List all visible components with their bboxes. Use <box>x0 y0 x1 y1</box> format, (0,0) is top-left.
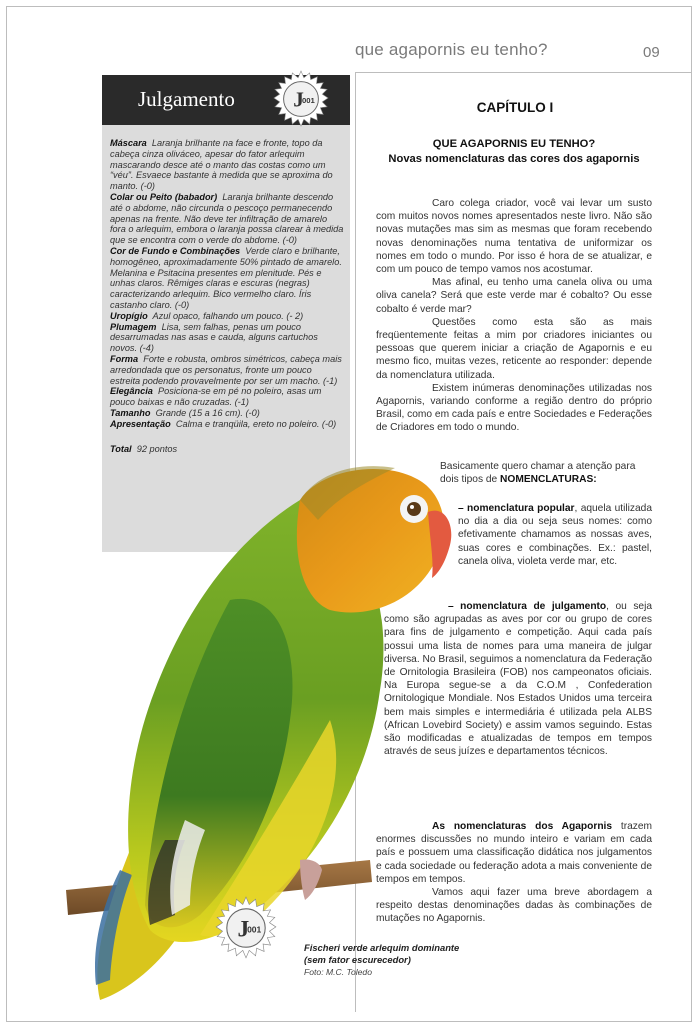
caption-line: Fischeri verde arlequim dominante <box>304 942 460 953</box>
bullet-popular: – nomenclatura popular, aquela utilizada no dia a dia ou seja seus nomes: como efetivamente chamamos as nossas aves, suas cores e combinações. Ex.: pastel, canela oliva, violeta verde mar, etc. <box>458 503 653 567</box>
photo-credit: Foto: M.C. Toledo <box>304 967 372 977</box>
photo-caption <box>304 942 459 978</box>
caption-line: (sem fator escurecedor) <box>304 954 411 965</box>
judging-item: Tamanho Grande (15 a 16 cm). (-0) <box>110 407 260 418</box>
judging-item: Colar ou Peito (babador) Laranja brilhante descendo até o abdome, não circunda o pescoço permanecendo apenas na frente. Não deve ter infiltração de amarelo fora o arlequim, embora o laranja possa clarear à medida que se encontra com o verde do abdome. (-0) <box>110 191 344 246</box>
paragraph: Caro colega criador, você vai levar um susto com muitos novos nomes apresentados neste livro. Não são novas mutações mas sim as mesmas que foram recebendo novas denominações numa tentativa de uniformizar os nomes em todo o mundo. Por isso é hora de se atualizar, e com um pouco de tempo vamos nos acostumar. <box>376 198 652 276</box>
seal-number: 001 <box>301 95 315 105</box>
paragraph: Existem inúmeras denominações utilizadas nos Agapornis, variando conforme a região dentro do próprio Brasil, como em cada país e entre Sociedades e Federações de Criadores em todo o mundo. <box>376 382 652 434</box>
paragraph: As nomenclaturas dos Agapornis trazem enormes discussões no mundo inteiro e variam em cada país e possuem uma classificação didática nos julgamentos e cada sociedade ou federação adota a mais conveniente de tempos em tempos. <box>376 821 652 885</box>
judging-item: Cor de Fundo e Combinações Verde claro e brilhante, homogêneo, aproximadamente 50% pintado de amarelo. Melanina e Psitacina presentes em plenitude. Pés e unhas claros. Rêmiges claras e escuras (negras) caracterizando arlequim. Bico vermelho claro. Íris castanho claro. (-0) <box>110 245 342 310</box>
judging-item: Uropígio Azul opaco, falhando um pouco. (- 2) <box>110 310 304 321</box>
paragraph: Basicamente quero chamar a atenção para dois tipos de NOMENCLATURAS: <box>440 461 636 486</box>
paragraph: Vamos aqui fazer uma breve abordagem a respeito destas denominações dadas às combinações de mutações no Agapornis. <box>376 887 652 925</box>
page-number: 09 <box>643 44 660 61</box>
running-header: que agapornis eu tenho? <box>355 40 548 59</box>
judging-item: Plumagem Lisa, sem falhas, penas um pouco desarrumadas nas asas e cauda, alguns cartuchos novos. (-4) <box>110 321 318 354</box>
paragraph: Mas afinal, eu tenho uma canela oliva ou uma oliva canela? Será que este verde mar é cobalto? Ou esse cobalto é verde mar? <box>376 277 652 315</box>
judging-item: Forma Forte e robusta, ombros simétricos, cabeça mais arredondada que os personatus, fronte um pouco estreita podendo provavelmente por ser um macho. (-1) <box>110 353 342 386</box>
judging-item: Elegância Posiciona-se em pé no poleiro, asas um pouco baixas e não cruzadas. (-1) <box>110 386 322 408</box>
chapter-subtitle: QUE AGAPORNIS EU TENHO? Novas nomenclaturas das cores dos agapornis <box>388 138 640 165</box>
judging-total: Total 92 pontos <box>110 443 178 454</box>
seal-number: 001 <box>247 924 262 935</box>
seal-letter: J <box>237 916 250 943</box>
bullet-judging: – nomenclatura de julgamento, ou seja como são agrupadas as aves por cor ou grupo de cores para fins de julgamento e competição. Aqui cada país possui uma lista de nomes para uma maneira de julgar diversa. No Brasil, seguimos a nomenclatura da Federação de Ornitologia Brasileira (FOB) nos campeonatos oficiais. Na Europa segue-se a da C.O.M , Confederation Ornitologique Mondiale. Nos Estados Unidos uma terceira bem mais simples e intermediária é utilizada pela ALBS (African Lovebird Society) e assim vamos seguindo. Estas são modificadas e atualizadas de tempos em tempos através de seus juízes e departamentos técnicos. <box>384 601 653 758</box>
paragraph: Questões como esta são as mais freqüentemente feitas a mim por criadores iniciantes ou pessoas que querem iniciar a criação de Agapornis e eu mesmo fico, muitas vezes, reticente ao responder: depende da nomenclatura utilizada. <box>376 316 652 381</box>
seal-letter: J <box>293 87 304 112</box>
chapter-title: CAPÍTULO I <box>476 100 554 115</box>
judging-seal-icon <box>214 896 278 960</box>
judging-item: Máscara Laranja brilhante na face e fronte, topo da cabeça cinza oliváceo, apesar do fator arlequim mascarando desce até o manto das costas como um “véu”. Esvaece bastante à medida que se aproxima do manto. (-0) <box>110 138 333 192</box>
judging-item: Apresentação Calma e tranqüila, ereto no poleiro. (-0) <box>110 418 337 429</box>
sidebar-title: Julgamento <box>138 87 235 111</box>
